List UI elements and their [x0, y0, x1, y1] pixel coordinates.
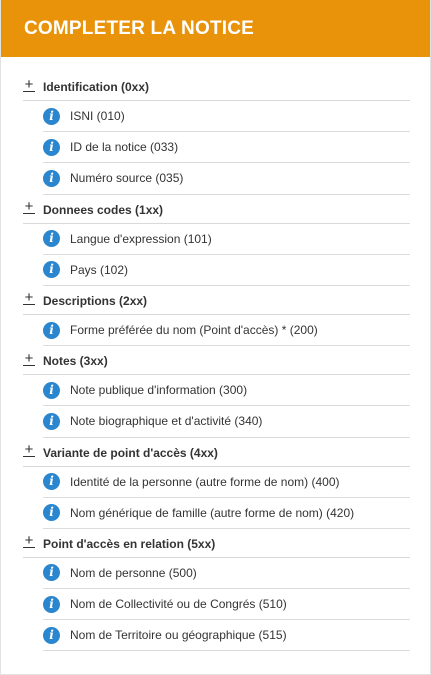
field-item-label[interactable]: Note biographique et d'activité (340) [70, 414, 263, 429]
section [1, 289, 430, 349]
section-label: Donnees codes (1xx) [43, 202, 164, 217]
field-item[interactable] [43, 498, 410, 529]
section [1, 75, 430, 198]
field-item-label[interactable]: Note publique d'information (300) [70, 383, 248, 398]
section [1, 532, 430, 655]
field-item-label[interactable]: Identité de la personne (autre forme de nom) (400) [70, 474, 340, 489]
section-label: Point d'accès en relation (5xx) [43, 536, 216, 551]
field-item[interactable] [43, 315, 410, 346]
field-item-label[interactable]: Nom de Territoire ou géographique (515) [70, 628, 287, 643]
field-item[interactable] [43, 163, 410, 194]
info-icon[interactable]: i [43, 139, 60, 156]
section-label: Identification (0xx) [43, 80, 150, 94]
info-icon[interactable]: i [43, 322, 60, 339]
field-item-label[interactable]: Nom générique de famille (autre forme de nom) (420) [70, 505, 355, 520]
field-item-label[interactable]: Nom de Collectivité ou de Congrés (510) [70, 597, 287, 612]
section [1, 349, 430, 440]
field-item[interactable] [43, 224, 410, 255]
field-item[interactable] [43, 558, 410, 589]
section-toggle[interactable] [23, 441, 410, 467]
section-label: Descriptions (2xx) [43, 293, 148, 308]
field-item[interactable] [43, 101, 410, 132]
field-item-label[interactable]: Forme préférée du nom (Point d'accès) * (200) [70, 323, 318, 338]
field-item-label[interactable]: ISNI (010) [70, 109, 125, 124]
field-item[interactable] [43, 620, 410, 651]
plus-icon[interactable]: + [24, 532, 34, 550]
section-label: Variante de point d'accès (4xx) [43, 445, 218, 460]
section [1, 441, 430, 532]
info-icon[interactable]: i [43, 627, 60, 644]
section-toggle[interactable] [23, 532, 410, 558]
sections-list [1, 57, 430, 654]
info-icon[interactable]: i [43, 382, 60, 399]
section-toggle[interactable] [23, 198, 410, 224]
section-toggle[interactable] [23, 75, 410, 101]
plus-icon[interactable]: + [24, 349, 34, 367]
section-toggle[interactable] [23, 349, 410, 375]
field-item-label[interactable]: Langue d'expression (101) [70, 231, 212, 246]
panel-title: COMPLETER LA NOTICE [24, 17, 255, 39]
field-item-label[interactable]: ID de la notice (033) [70, 140, 179, 155]
info-icon[interactable]: i [43, 413, 60, 430]
info-icon[interactable]: i [43, 261, 60, 278]
plus-icon[interactable]: + [24, 75, 34, 93]
panel-header [1, 0, 430, 57]
field-item-label[interactable]: Nom de personne (500) [70, 565, 197, 580]
info-icon[interactable]: i [43, 170, 60, 187]
field-item[interactable] [43, 132, 410, 163]
field-item[interactable] [43, 589, 410, 620]
section [1, 198, 430, 289]
field-item-label[interactable]: Pays (102) [70, 262, 129, 277]
plus-icon[interactable]: + [24, 289, 34, 307]
info-icon[interactable]: i [43, 564, 60, 581]
info-icon[interactable]: i [43, 473, 60, 490]
field-item[interactable] [43, 467, 410, 498]
info-icon[interactable]: i [43, 596, 60, 613]
info-icon[interactable]: i [43, 504, 60, 521]
plus-icon[interactable]: + [24, 198, 34, 216]
section-label: Notes (3xx) [43, 354, 108, 369]
field-item[interactable] [43, 255, 410, 286]
field-item[interactable] [43, 375, 410, 406]
field-item[interactable] [43, 406, 410, 437]
plus-icon[interactable]: + [24, 441, 34, 458]
field-item-label[interactable]: Numéro source (035) [70, 171, 184, 186]
section-toggle[interactable] [23, 289, 410, 315]
info-icon[interactable]: i [43, 230, 60, 247]
info-icon[interactable]: i [43, 108, 60, 125]
